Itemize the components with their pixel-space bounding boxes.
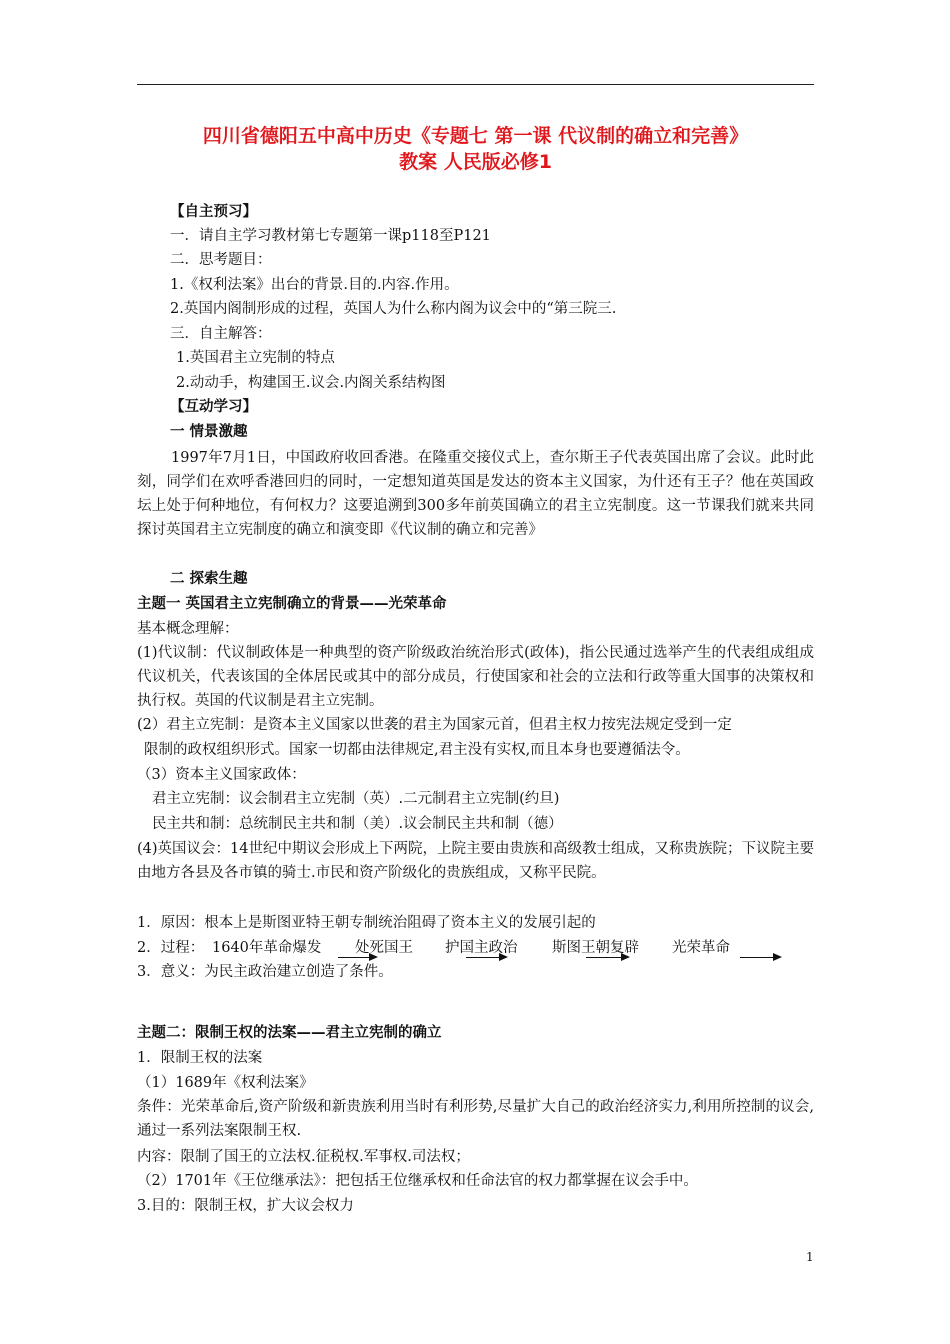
- concept-representative: (1)代议制：代议制政体是一种典型的资产阶级政治统治形式(政体)，指公民通过选举产生的代表组成组成代议机关，代表该国的全体居民或其中的部分成员，行使国家和社会的立法和行政等重大国事的决策权和执行权。英国的代议制是君主立宪制。: [137, 645, 814, 709]
- concept-parliament: (4)英国议会：14世纪中期议会形成上下两院，上院主要由贵族和高级教士组成，又称贵族院；下议院主要由地方各县及各市镇的骑士.市民和资产阶级化的贵族组成，又称平民院。: [137, 841, 814, 881]
- preview-item-3: 三．自主解答：: [170, 326, 272, 342]
- arrow-icon: [740, 957, 780, 958]
- section-explore: 二 探索生趣: [170, 571, 248, 587]
- theme1-heading: 主题一 英国君主立宪制确立的背景——光荣革命: [137, 596, 447, 612]
- concept-monarchy-line1: (2）君主立宪制：是资本主义国家以世袭的君主为国家元首，但君主权力按宪法规定受到一定: [137, 717, 732, 733]
- process-step: 处死国王: [355, 940, 413, 956]
- preview-question-2: 2.英国内阁制形成的过程，英国人为什么称内阁为议会中的“第三院三.: [170, 301, 617, 317]
- arrow-icon: [586, 957, 628, 958]
- section-scenario: 一 情景激趣: [170, 424, 248, 440]
- document-title-line1: 四川省德阳五中高中历史《专题七 第一课 代议制的确立和完善》: [202, 125, 749, 147]
- process-step: 1640年革命爆发: [212, 940, 322, 956]
- theme2-section-1: 1．限制王权的法案: [137, 1050, 263, 1066]
- preview-answer-2: 2.动动手，构建国王.议会.内阁关系结构图: [176, 375, 446, 391]
- concept-polity-monarchy: 君主立宪制：议会制君主立宪制（英）.二元制君主立宪制(约旦): [152, 791, 560, 807]
- act-of-settlement: （2）1701年《王位继承法》：把包括王位继承权和任命法官的权力都掌握在议会手中。: [137, 1173, 698, 1189]
- intro-paragraph: 1997年7月1日，中国政府收回香港。在隆重交接仪式上，查尔斯王子代表英国出席了会议。此时此刻，同学们在欢呼香港回归的同时，一定想知道英国是发达的资本主义国家，为什还有王子？他在英国政坛上处于何种地位，有何权力？这要追溯到300多年前英国确立的君主立宪制度。这一节课我们就来共同探讨英国君主立宪制度的确立和演变即《代议制的确立和完善》: [137, 450, 814, 538]
- process-label: 2．过程：: [137, 940, 205, 956]
- preview-item-1: 一．请自主学习教材第七专题第一课p118至P121: [170, 228, 491, 244]
- preview-question-1: 1.《权利法案》出台的背景.目的.内容.作用。: [170, 277, 459, 293]
- preview-item-2: 二．思考题目：: [170, 252, 272, 268]
- process-step: 光荣革命: [672, 940, 730, 956]
- bill-conditions: 条件：光荣革命后,资产阶级和新贵族利用当时有利形势,尽量扩大自己的政治经济实力,利用所控制的议会,通过一系列法案限制王权.: [137, 1099, 814, 1139]
- arrow-icon: [466, 957, 506, 958]
- interactive-heading: 【互动学习】: [170, 399, 257, 415]
- page-number: 1: [806, 1250, 814, 1264]
- bill-of-rights: （1）1689年《权利法案》: [137, 1075, 314, 1091]
- preview-heading: 【自主预习】: [170, 204, 257, 220]
- process-step: 护国主政治: [445, 940, 518, 956]
- concept-polity-republic: 民主共和制：总统制民主共和制（美）.议会制民主共和制（德）: [152, 816, 563, 832]
- document-title-line2: 教案 人民版必修1: [399, 151, 552, 173]
- concepts-label: 基本概念理解：: [137, 621, 239, 637]
- arrow-icon: [338, 957, 376, 958]
- header-rule: [137, 84, 814, 85]
- process-step: 斯图王朝复辟: [552, 940, 639, 956]
- preview-answer-1: 1.英国君主立宪制的特点: [176, 350, 335, 366]
- theme2-heading: 主题二：限制王权的法案——君主立宪制的确立: [137, 1025, 442, 1041]
- theme2-purpose: 3.目的：限制王权，扩大议会权力: [137, 1198, 354, 1214]
- theme1-significance: 3．意义：为民主政治建立创造了条件。: [137, 964, 393, 980]
- bill-content: 内容：限制了国王的立法权.征税权.军事权.司法权；: [137, 1149, 470, 1165]
- concept-monarchy-line2: 限制的政权组织形式。国家一切都由法律规定,君主没有实权,而且本身也要遵循法令。: [144, 742, 690, 758]
- theme1-cause: 1．原因：根本上是斯图亚特王朝专制统治阻碍了资本主义的发展引起的: [137, 915, 596, 931]
- concept-polity: （3）资本主义国家政体：: [137, 767, 306, 783]
